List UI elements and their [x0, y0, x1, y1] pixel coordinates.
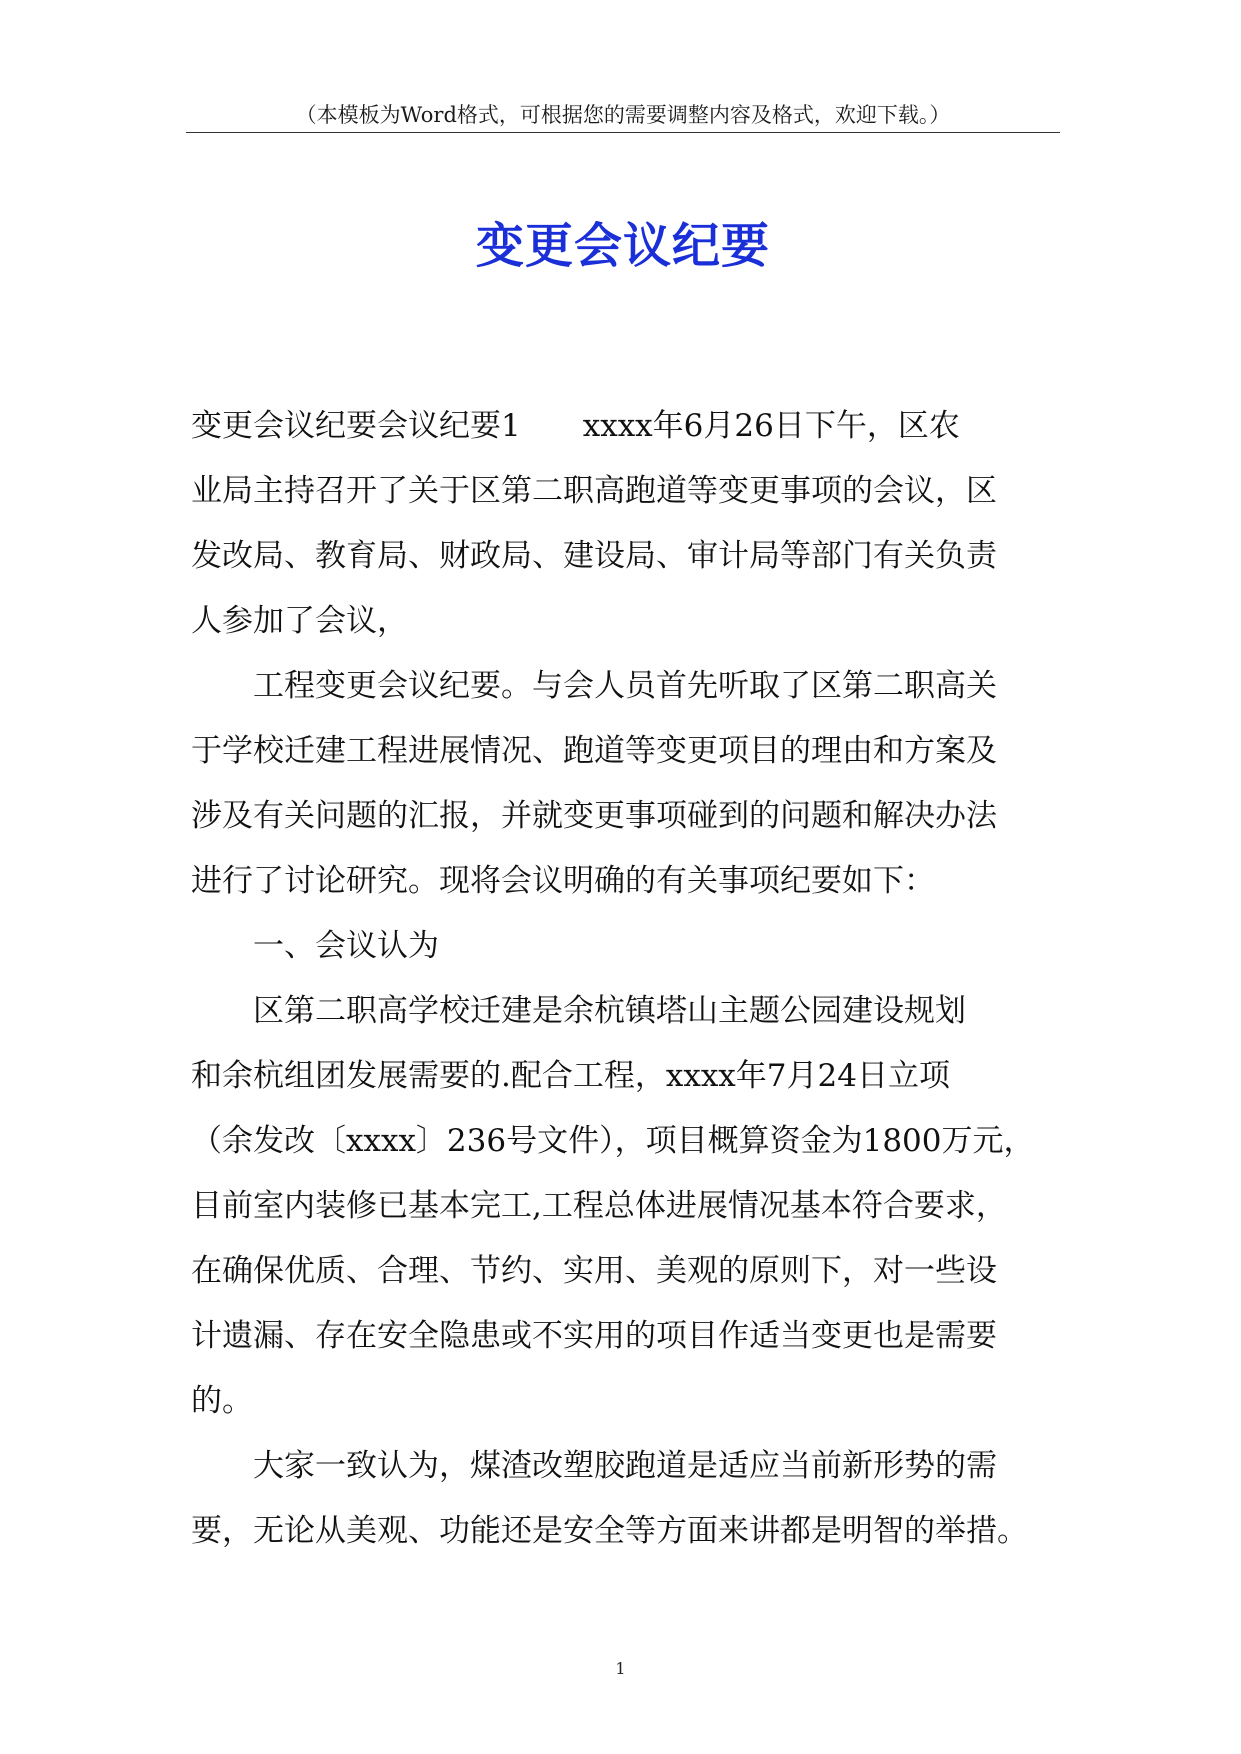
- text-line: 于学校迁建工程进展情况、跑道等变更项目的理由和方案及: [191, 733, 997, 769]
- text-line: 发改局、教育局、财政局、建设局、审计局等部门有关负责: [191, 538, 997, 574]
- text-line: 人参加了会议，: [191, 603, 408, 639]
- page-number: 1: [615, 1659, 626, 1678]
- text-line: 的。: [191, 1383, 253, 1419]
- document-title: 变更会议纪要: [475, 218, 770, 274]
- text-line: 和余杭组团发展需要的.配合工程，xxxx年7月24日立项: [191, 1058, 950, 1094]
- text-line: 在确保优质、合理、节约、实用、美观的原则下，对一些设: [191, 1253, 997, 1289]
- text-line: 区第二职高学校迁建是余杭镇塔山主题公园建设规划: [191, 993, 966, 1029]
- text-line: 要，无论从美观、功能还是安全等方面来讲都是明智的举措。: [191, 1513, 1028, 1549]
- template-note: （本模板为Word格式，可根据您的需要调整内容及格式，欢迎下载。）: [295, 103, 951, 127]
- paragraph-1: [191, 394, 1071, 654]
- text-line: 目前室内装修已基本完工,工程总体进展情况基本符合要求，: [191, 1188, 1007, 1224]
- text-line: （余发改〔xxxx〕236号文件），项目概算资金为1800万元，: [191, 1123, 1035, 1159]
- text-line: 工程变更会议纪要。与会人员首先听取了区第二职高关: [191, 668, 997, 704]
- text-line: 涉及有关问题的汇报，并就变更事项碰到的问题和解决办法: [191, 798, 997, 834]
- section-heading: [191, 914, 1071, 979]
- text-line: 业局主持召开了关于区第二职高跑道等变更事项的会议，区: [191, 473, 997, 509]
- paragraph-3: [191, 979, 1071, 1434]
- paragraph-4: [191, 1434, 1071, 1564]
- text-line: 一、会议认为: [191, 928, 439, 964]
- header-divider: [186, 132, 1060, 133]
- text-line: 变更会议纪要会议纪要1 xxxx年6月26日下午，区农: [191, 408, 960, 444]
- document-body: [191, 394, 1071, 1564]
- text-line: 大家一致认为，煤渣改塑胶跑道是适应当前新形势的需: [191, 1448, 997, 1484]
- paragraph-2: [191, 654, 1071, 914]
- text-line: 进行了讨论研究。现将会议明确的有关事项纪要如下：: [191, 863, 935, 899]
- text-line: 计遗漏、存在安全隐患或不实用的项目作适当变更也是需要: [191, 1318, 997, 1354]
